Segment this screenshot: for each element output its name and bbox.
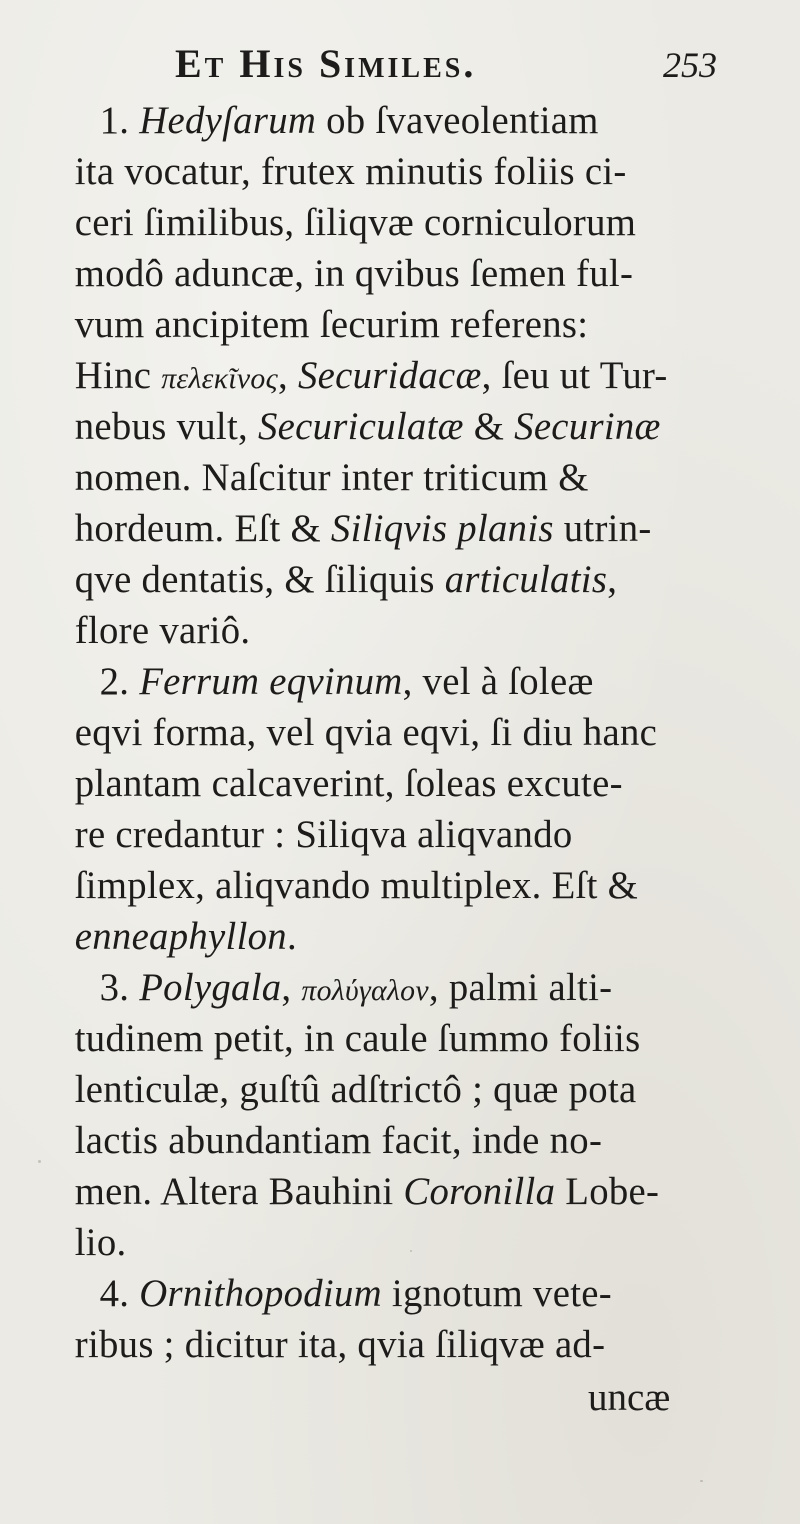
text-run: nebus vult, xyxy=(74,405,258,448)
italic-term: Siliqvis planis xyxy=(330,507,554,550)
text-line xyxy=(40,146,795,197)
text-line xyxy=(40,554,795,605)
text-line xyxy=(40,707,795,758)
text-run: & xyxy=(463,405,515,448)
text-line xyxy=(40,962,795,1013)
page-header xyxy=(175,40,785,92)
text-line xyxy=(40,1013,795,1064)
text-line xyxy=(40,809,795,860)
text-line xyxy=(40,1064,795,1115)
italic-term: Ferrum eqvinum xyxy=(139,660,403,703)
text-line xyxy=(40,1319,795,1370)
text-run: 1. xyxy=(99,99,140,142)
text-line xyxy=(40,656,795,707)
page-number: 253 xyxy=(663,45,717,85)
text-run: ob ſvaveolentiam xyxy=(316,99,599,142)
text-run: 2. xyxy=(99,660,140,703)
text-line xyxy=(40,350,795,401)
text-run: , palmi alti- xyxy=(428,966,613,1009)
italic-term: Securinæ xyxy=(514,405,661,448)
text-run: nomen. Naſcitur inter triticum & xyxy=(74,456,589,499)
text-run: , ſeu ut Tur- xyxy=(481,354,668,397)
text-run: men. Altera Bauhini xyxy=(74,1170,404,1213)
text-run: flore variô. xyxy=(74,609,251,652)
text-run: ſimplex, aliqvando multiplex. Eſt & xyxy=(74,864,639,907)
italic-term: Securidacæ xyxy=(297,354,482,397)
text-line xyxy=(40,911,795,962)
text-line xyxy=(40,758,795,809)
paper-speck xyxy=(410,1250,412,1252)
text-line xyxy=(40,1217,795,1268)
text-run: , xyxy=(607,558,618,601)
text-run: tudinem petit, in caule ſummo foliis xyxy=(74,1017,641,1060)
paper-speck xyxy=(38,1160,41,1163)
text-run: hordeum. Eſt & xyxy=(74,507,331,550)
running-title: Et His Similes. xyxy=(175,41,477,86)
greek-term: πελεκῖνος xyxy=(161,362,278,395)
italic-term: Coronilla xyxy=(403,1170,556,1213)
greek-term: πολύγαλον xyxy=(301,974,429,1007)
italic-term: enneaphyllon xyxy=(74,915,287,958)
italic-term: articulatis xyxy=(444,558,608,601)
italic-term: Ornithopodium xyxy=(139,1272,382,1315)
text-run: ignotum vete- xyxy=(381,1272,612,1315)
text-run: ribus ; dicitur ita, qvia ſiliqvæ ad- xyxy=(74,1323,606,1366)
text-run: vum ancipitem ſecurim referens: xyxy=(74,303,589,346)
text-run: ceri ſimilibus, ſiliqvæ corniculorum xyxy=(74,201,637,244)
italic-term: Securiculatæ xyxy=(257,405,464,448)
text-run: . xyxy=(286,915,297,958)
text-line xyxy=(40,1115,795,1166)
text-run: , xyxy=(281,966,302,1009)
body-text xyxy=(40,95,800,1370)
text-run: re credantur : Siliqva aliqvando xyxy=(74,813,573,856)
text-line xyxy=(40,503,795,554)
text-run: , xyxy=(277,354,298,397)
text-line xyxy=(40,248,795,299)
text-line xyxy=(40,95,795,146)
text-run: Lobe- xyxy=(555,1170,660,1213)
text-run: utrin- xyxy=(553,507,652,550)
italic-term: Polygala xyxy=(139,966,282,1009)
text-run: Hinc xyxy=(74,354,162,397)
text-line xyxy=(40,1268,795,1319)
text-line xyxy=(40,452,795,503)
text-run: , vel à ſoleæ xyxy=(402,660,594,703)
text-run: eqvi forma, vel qvia eqvi, ſi diu hanc xyxy=(74,711,658,754)
catchword: uncæ xyxy=(588,1376,671,1419)
text-line xyxy=(40,401,795,452)
text-line xyxy=(40,197,795,248)
text-line xyxy=(40,299,795,350)
paper-speck xyxy=(700,1480,703,1482)
text-line xyxy=(40,1166,795,1217)
text-run: lenticulæ, guſtû adſtrictô ; quæ pota xyxy=(74,1068,637,1111)
text-run: lio. xyxy=(74,1221,127,1264)
text-run: qve dentatis, & ſiliquis xyxy=(74,558,445,601)
text-line xyxy=(40,860,795,911)
text-run: 3. xyxy=(99,966,140,1009)
text-run: 4. xyxy=(99,1272,140,1315)
text-run: modô aduncæ, in qvibus ſemen ful- xyxy=(74,252,634,295)
text-run: lactis abundantiam facit, inde no- xyxy=(74,1119,603,1162)
text-run: plantam calcaverint, ſoleas excute- xyxy=(74,762,623,805)
text-line xyxy=(40,605,795,656)
text-run: ita vocatur, frutex minutis foliis ci- xyxy=(74,150,627,193)
italic-term: Hedyſarum xyxy=(139,99,317,142)
